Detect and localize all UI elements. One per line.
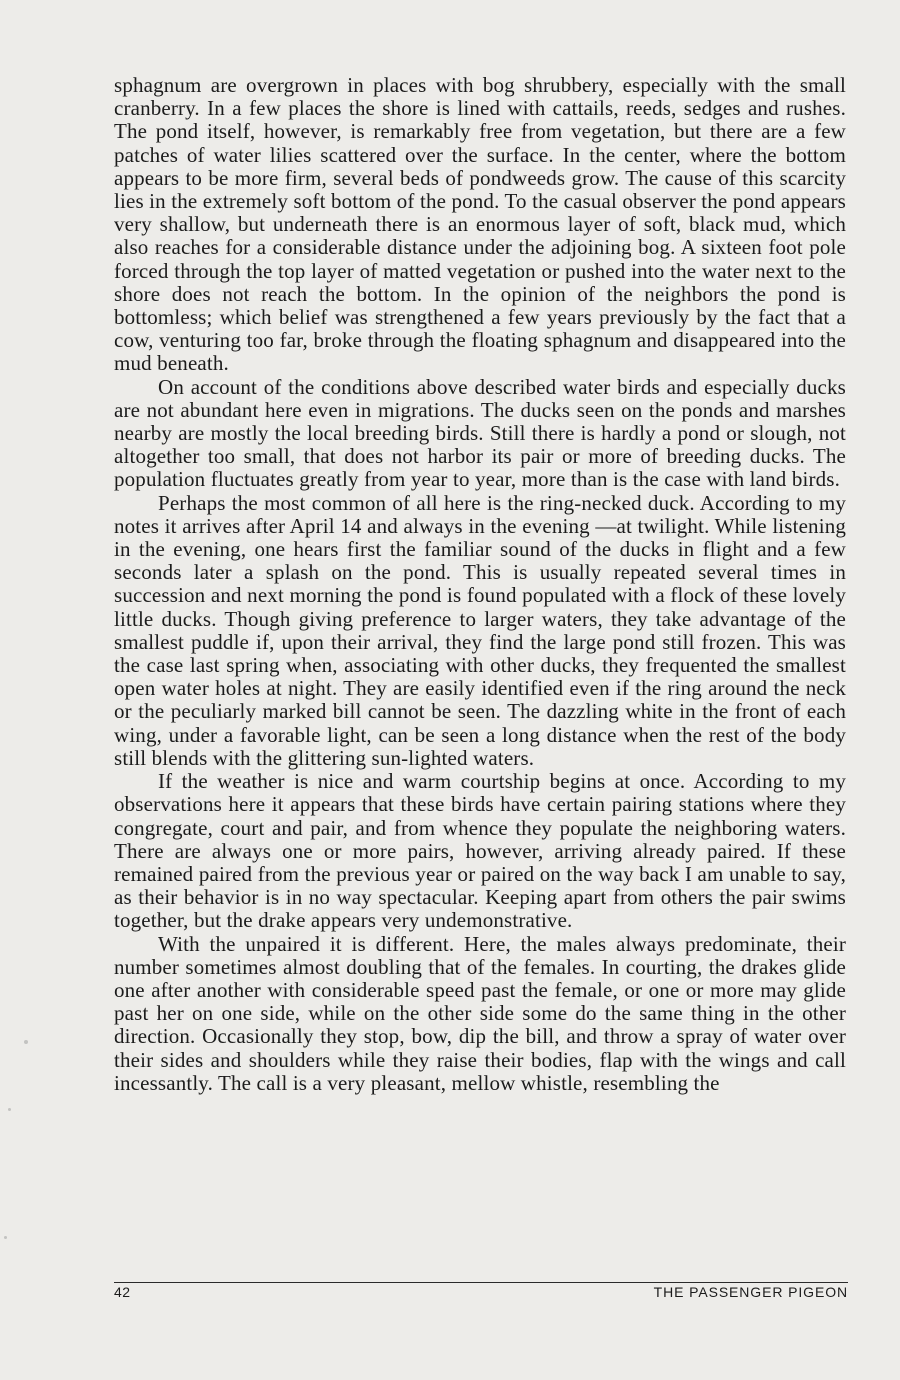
paragraph-5: With the unpaired it is different. Here, the males always predominate, their number sometimes almost doubling that of the females. In courting, the drakes glide one after another with considerable speed past the female, or one or more may glide past her on one side, while on the other side some do the same thing in the other direction. Occasionally they stop, bow, dip the bill, and throw a spray of water over their sides and shoulders while they raise their bodies, flap with the wings and call incessantly. The call is a very pleasant, mellow whistle, resembling the: [114, 931, 846, 1095]
page-number: 42: [114, 1284, 131, 1300]
paragraph-2: On account of the conditions above described water birds and especially ducks are not abundant here even in migrations. The ducks seen on the ponds and marshes nearby are mostly the local breeding birds. Still there is hardly a pond or slough, not altogether too small, that does not harbor its pair or more of breeding ducks. The population fluctuates greatly from year to year, more than is the case with land birds.: [114, 374, 846, 492]
paragraph-4: If the weather is nice and warm courtship begins at once. According to my observations here it appears that these birds have certain pairing stations where they congregate, court and pair, and from whence they populate the neighboring waters. There are always one or more pairs, however, arriving already paired. If these remained paired from the previous year or paired on the way back I am unable to say, as their behavior is in no way spectacular. Keeping apart from others the pair swims together, but the drake appears very undemonstrative.: [114, 769, 846, 933]
paragraph-1: sphagnum are overgrown in places with bog shrubbery, especially with the small cranberry. In a few places the shore is lined with cattails, reeds, sedges and rushes. The pond itself, however, is remarkably free from vegetation, but there are a few patches of water lilies scattered over the surface. In the center, where the bottom appears to be more firm, several beds of pondweeds grow. The cause of this scarcity lies in the extremely soft bottom of the pond. To the casual observer the pond appears very shallow, but underneath there is an enormous layer of soft, black mud, which also reaches for a considerable distance under the adjoining bog. A sixteen foot pole forced through the top layer of matted vegetation or pushed into the water next to the shore does not reach the bottom. In the opinion of the neighbors the pond is bottomless; which belief was strengthened a few years previously by the fact that a cow, venturing too far, broke through the floating sphagnum and disappeared into the mud beneath.: [114, 73, 846, 376]
journal-title: THE PASSENGER PIGEON: [653, 1284, 848, 1300]
paper-speck: [24, 1040, 28, 1044]
footer-divider: [114, 1282, 848, 1283]
page-footer: [114, 1284, 848, 1304]
paper-speck: [4, 1236, 7, 1239]
article-body: [114, 74, 846, 1095]
paragraph-3: Perhaps the most common of all here is the ring-necked duck. According to my notes it arrives after April 14 and always in the evening —at twilight. While listening in the evening, one hears first the familiar sound of the ducks in flight and a few seconds later a splash on the pond. This is usually repeated several times in succession and next morning the pond is found populated with a flock of these lovely little ducks. Though giving preference to larger waters, they take advantage of the smallest puddle if, upon their arrival, they find the large pond still frozen. This was the case last spring when, associating with other ducks, they frequented the smallest open water holes at night. They are easily identified even if the ring around the neck or the peculiarly marked bill cannot be seen. The dazzling white in the front of each wing, under a favorable light, can be seen a long distance when the rest of the body still blends with the glittering sun-lighted waters.: [114, 490, 846, 770]
paper-speck: [8, 1108, 11, 1111]
